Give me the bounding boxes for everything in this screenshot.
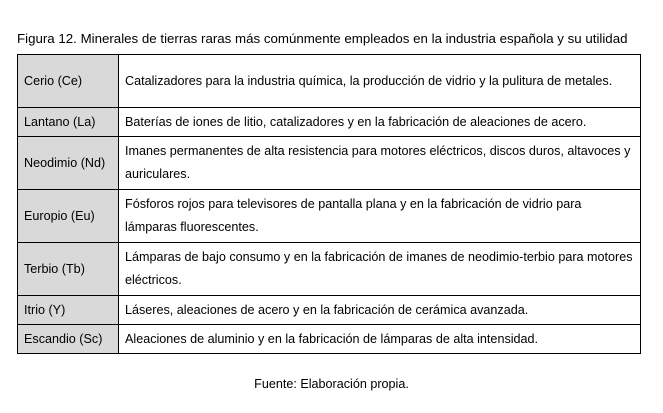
element-use-cell: Fósforos rojos para televisores de pantalla plana y en la fabricación de vidrio para lámparas fluorescentes. <box>119 190 641 243</box>
element-use-cell: Lámparas de bajo consumo y en la fabricación de imanes de neodimio-terbio para motores eléctricos. <box>119 243 641 296</box>
table-row <box>18 296 641 325</box>
element-name-cell: Terbio (Tb) <box>18 243 119 296</box>
source-note: Fuente: Elaboración propia. <box>254 377 409 391</box>
element-use-cell: Catalizadores para la industria química, la producción de vidrio y la pulitura de metales. <box>119 55 641 108</box>
table-row <box>18 137 641 190</box>
table-row <box>18 108 641 137</box>
element-name-cell: Itrio (Y) <box>18 296 119 325</box>
table-row <box>18 190 641 243</box>
table-row <box>18 325 641 354</box>
element-use-cell: Imanes permanentes de alta resistencia para motores eléctricos, discos duros, altavoces y auriculares. <box>119 137 641 190</box>
element-name-cell: Europio (Eu) <box>18 190 119 243</box>
element-name-cell: Cerio (Ce) <box>18 55 119 108</box>
table-row <box>18 243 641 296</box>
element-use-cell: Láseres, aleaciones de acero y en la fabricación de cerámica avanzada. <box>119 296 641 325</box>
element-name-cell: Neodimio (Nd) <box>18 137 119 190</box>
figure-caption: Figura 12. Minerales de tierras raras más comúnmente empleados en la industria española y su utilidad <box>17 31 628 46</box>
element-use-cell: Aleaciones de aluminio y en la fabricación de lámparas de alta intensidad. <box>119 325 641 354</box>
element-name-cell: Escandio (Sc) <box>18 325 119 354</box>
table-row <box>18 55 641 108</box>
element-name-cell: Lantano (La) <box>18 108 119 137</box>
rare-earth-table <box>17 54 641 354</box>
element-use-cell: Baterías de iones de litio, catalizadores y en la fabricación de aleaciones de acero. <box>119 108 641 137</box>
